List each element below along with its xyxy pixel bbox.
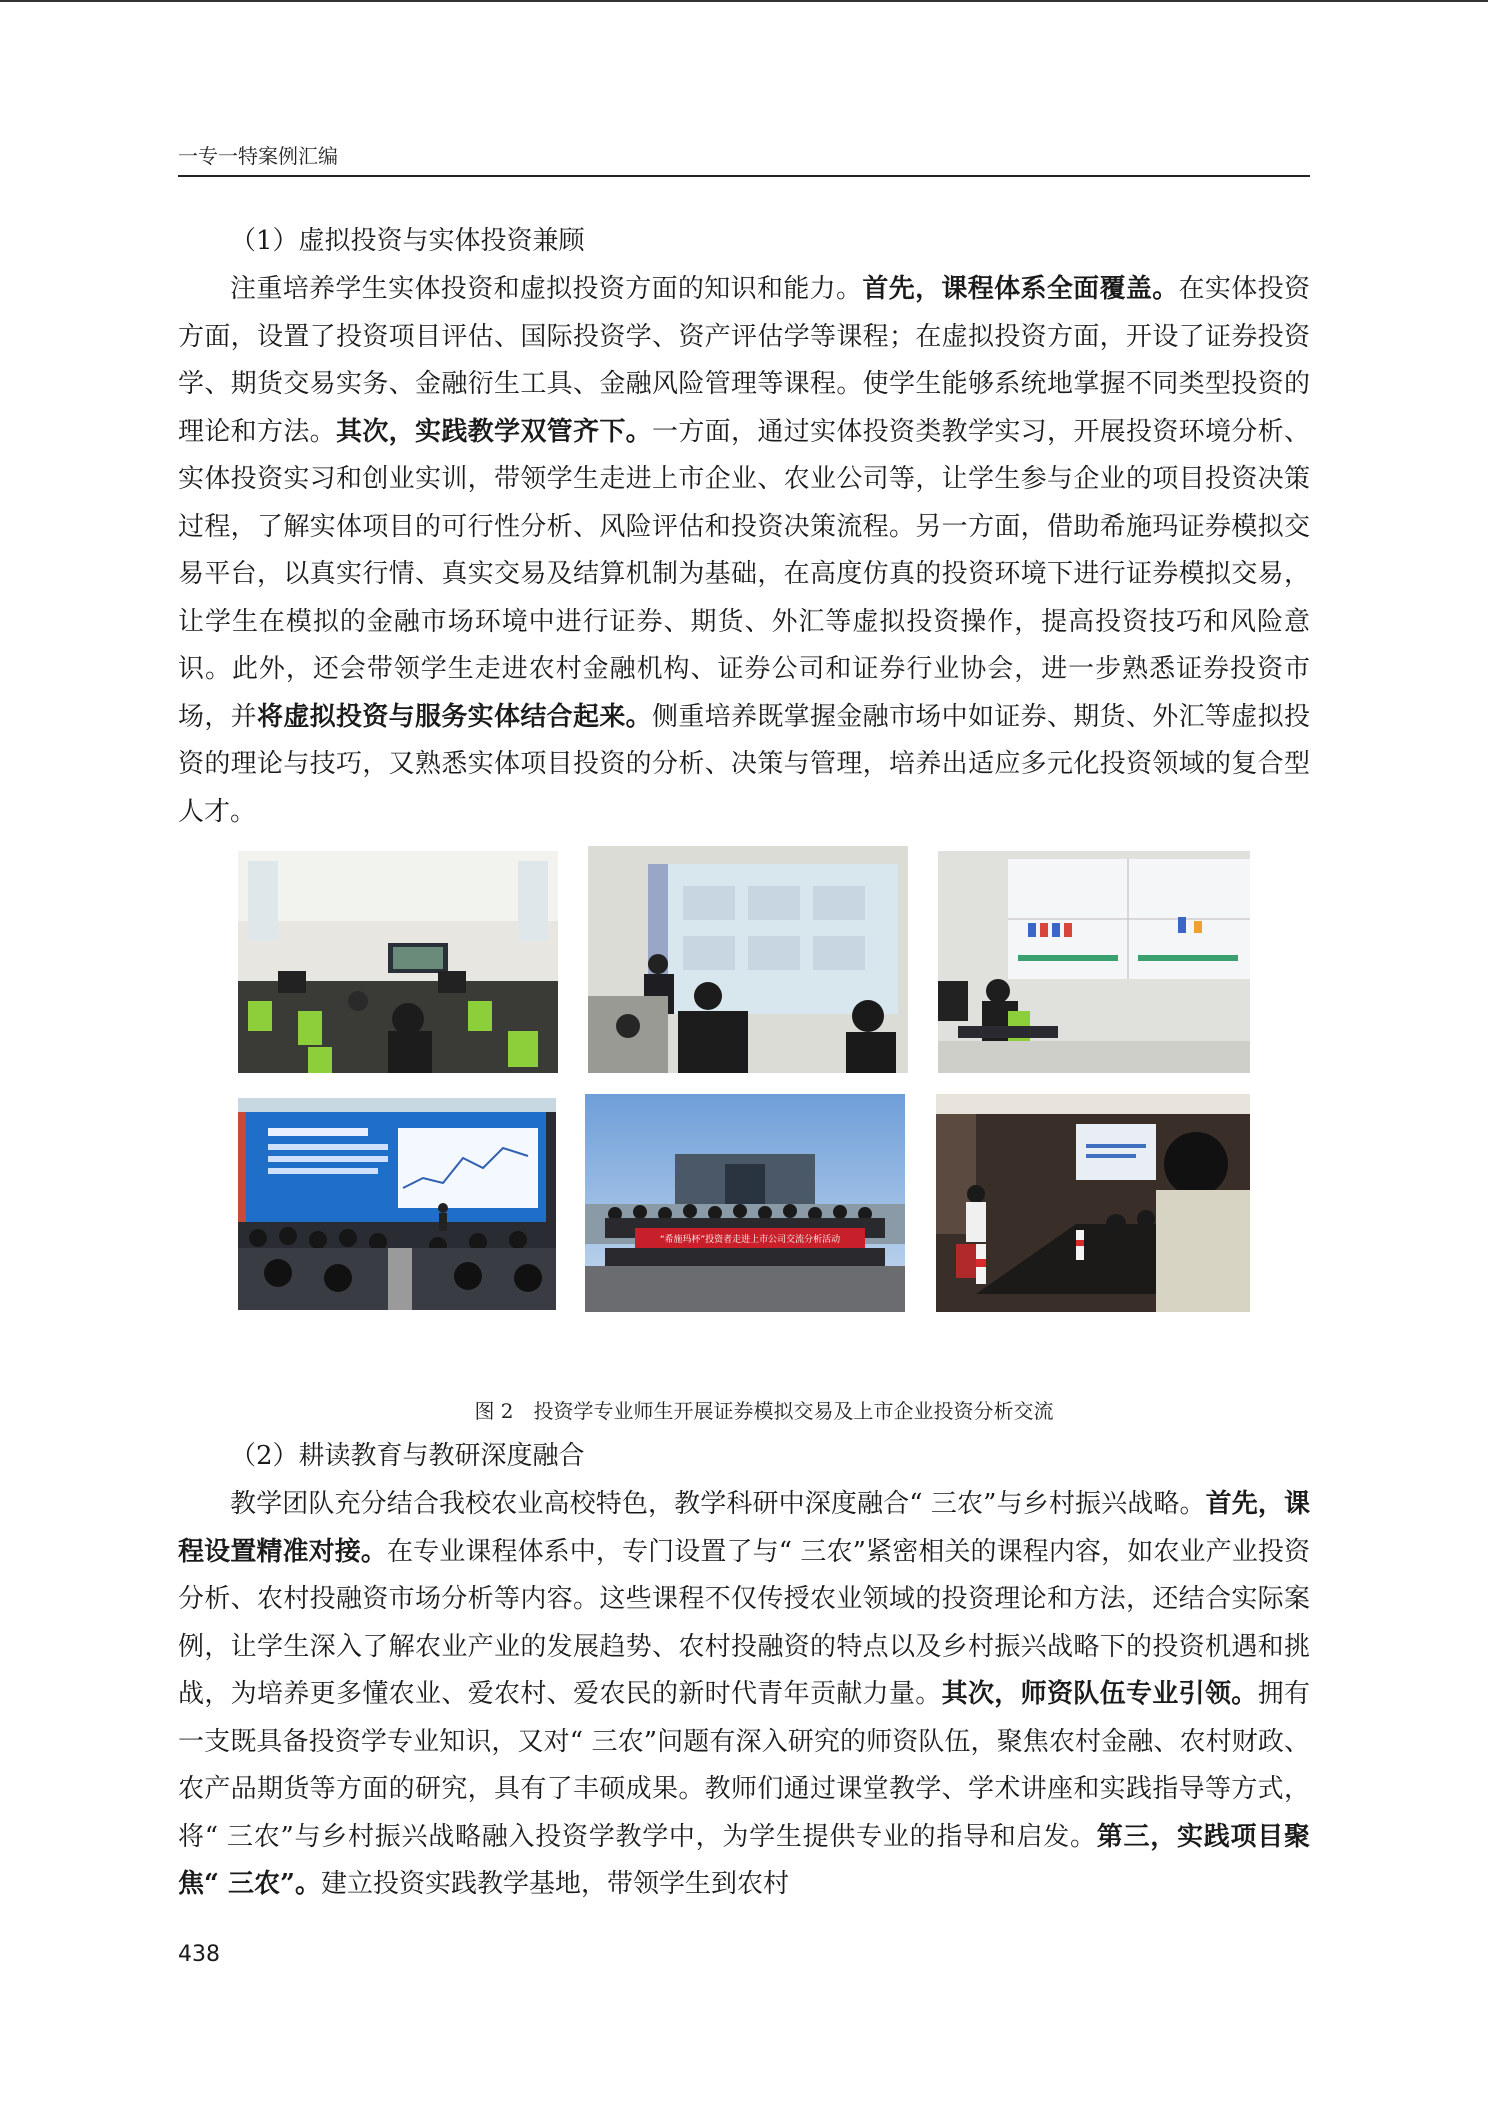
- figure-caption: 图 2 投资学专业师生开展证券模拟交易及上市企业投资分析交流: [474, 1399, 1054, 1423]
- text-run: 在实体投资方面，设置了投资项目评估、国际投资学、资产评估学等课程；在虚拟投资方面，开设了证券投资学、期货交易实务、金融衍生工具、金融风险管理等课程。使学生能够系统地掌握不同类型投资的理论和方法。: [178, 274, 1310, 447]
- banner-text: “希施玛杯”投资者走进上市公司交流分析活动: [659, 1235, 841, 1245]
- text-run: 注重培养学生实体投资和虚拟投资方面的知识和能力。: [230, 274, 863, 304]
- text-run: 建立投资实践教学基地，带领学生到农村: [320, 1869, 789, 1899]
- photo-presentation-screen: [588, 846, 908, 1073]
- photo-lecture-hall: [238, 1098, 556, 1310]
- page-body: [178, 216, 1310, 1909]
- photo-group-outdoor: [585, 1094, 905, 1312]
- text-run: 在专业课程体系中，专门设置了与“ 三农”紧密相关的课程内容，如农业产业投资分析、农村投融资市场分析等内容。这些课程不仅传授农业领域的投资理论和方法，还结合实际案例，让学生深入了解农业产业的发展趋势、农村投融资的特点以及乡村振兴战略下的投资机遇和挑战，为培养更多懂农业、爱农村、爱农民的新时代青年贡献力量。: [178, 1536, 1310, 1709]
- bold-run: 将虚拟投资与服务实体结合起来。: [257, 701, 652, 732]
- running-header: 一专一特案例汇编: [178, 140, 1310, 177]
- text-run: 侧重培养既掌握金融市场中如证券、期货、外汇等虚拟投资的理论与技巧，又熟悉实体项目投资的分析、决策与管理，培养出适应多元化投资领域的复合型人才。: [178, 701, 1310, 827]
- bold-run: 首先，课程体系全面覆盖。: [862, 274, 1179, 304]
- bold-run: 首先，课程设置精准对接。: [178, 1489, 1310, 1567]
- bold-run: 其次，实践教学双管齐下。: [336, 416, 652, 447]
- photo-computer-lab: [238, 851, 558, 1073]
- page-number: 438: [178, 1942, 220, 1967]
- text-run: 拥有一支既具备投资学专业知识，又对“ 三农”问题有深入研究的师资队伍，聚焦农村金融、农村财政、农产品期货等方面的研究，具有了丰硕成果。教师们通过课堂教学、学术讲座和实践指导等方式，将“ 三农”与乡村振兴战略融入投资学教学中，为学生提供专业的指导和启发。: [178, 1679, 1310, 1852]
- bold-run: 第三，实践项目聚焦“ 三农”。: [178, 1821, 1310, 1899]
- photo-dashboard-wall: [938, 851, 1250, 1073]
- paragraph-1: [178, 266, 1310, 836]
- section-heading-2: （2）耕读教育与教研深度融合: [230, 1441, 585, 1471]
- section-heading-1: （1）虚拟投资与实体投资兼顾: [230, 226, 585, 256]
- paragraph-2: [178, 1481, 1310, 1909]
- bold-run: 其次，师资队伍专业引领。: [941, 1679, 1258, 1709]
- page-top-border: [0, 0, 1488, 2]
- text-run: 一方面，通过实体投资类教学实习，开展投资环境分析、实体投资实习和创业实训，带领学生走进上市企业、农业公司等，让学生参与企业的项目投资决策过程，了解实体项目的可行性分析、风险评估和投资决策流程。另一方面，借助希施玛证券模拟交易平台，以真实行情、真实交易及结算机制为基础，在高度仿真的投资环境下进行证券模拟交易，让学生在模拟的金融市场环境中进行证券、期货、外汇等虚拟投资操作，提高投资技巧和风险意识。此外，还会带领学生走进农村金融机构、证券公司和证券行业协会，进一步熟悉证券投资市场，并: [178, 416, 1310, 732]
- photo-meeting-room: [936, 1094, 1250, 1312]
- figure-2: [178, 836, 1310, 1391]
- text-run: 教学团队充分结合我校农业高校特色，教学科研中深度融合“ 三农”与乡村振兴战略。: [230, 1489, 1206, 1519]
